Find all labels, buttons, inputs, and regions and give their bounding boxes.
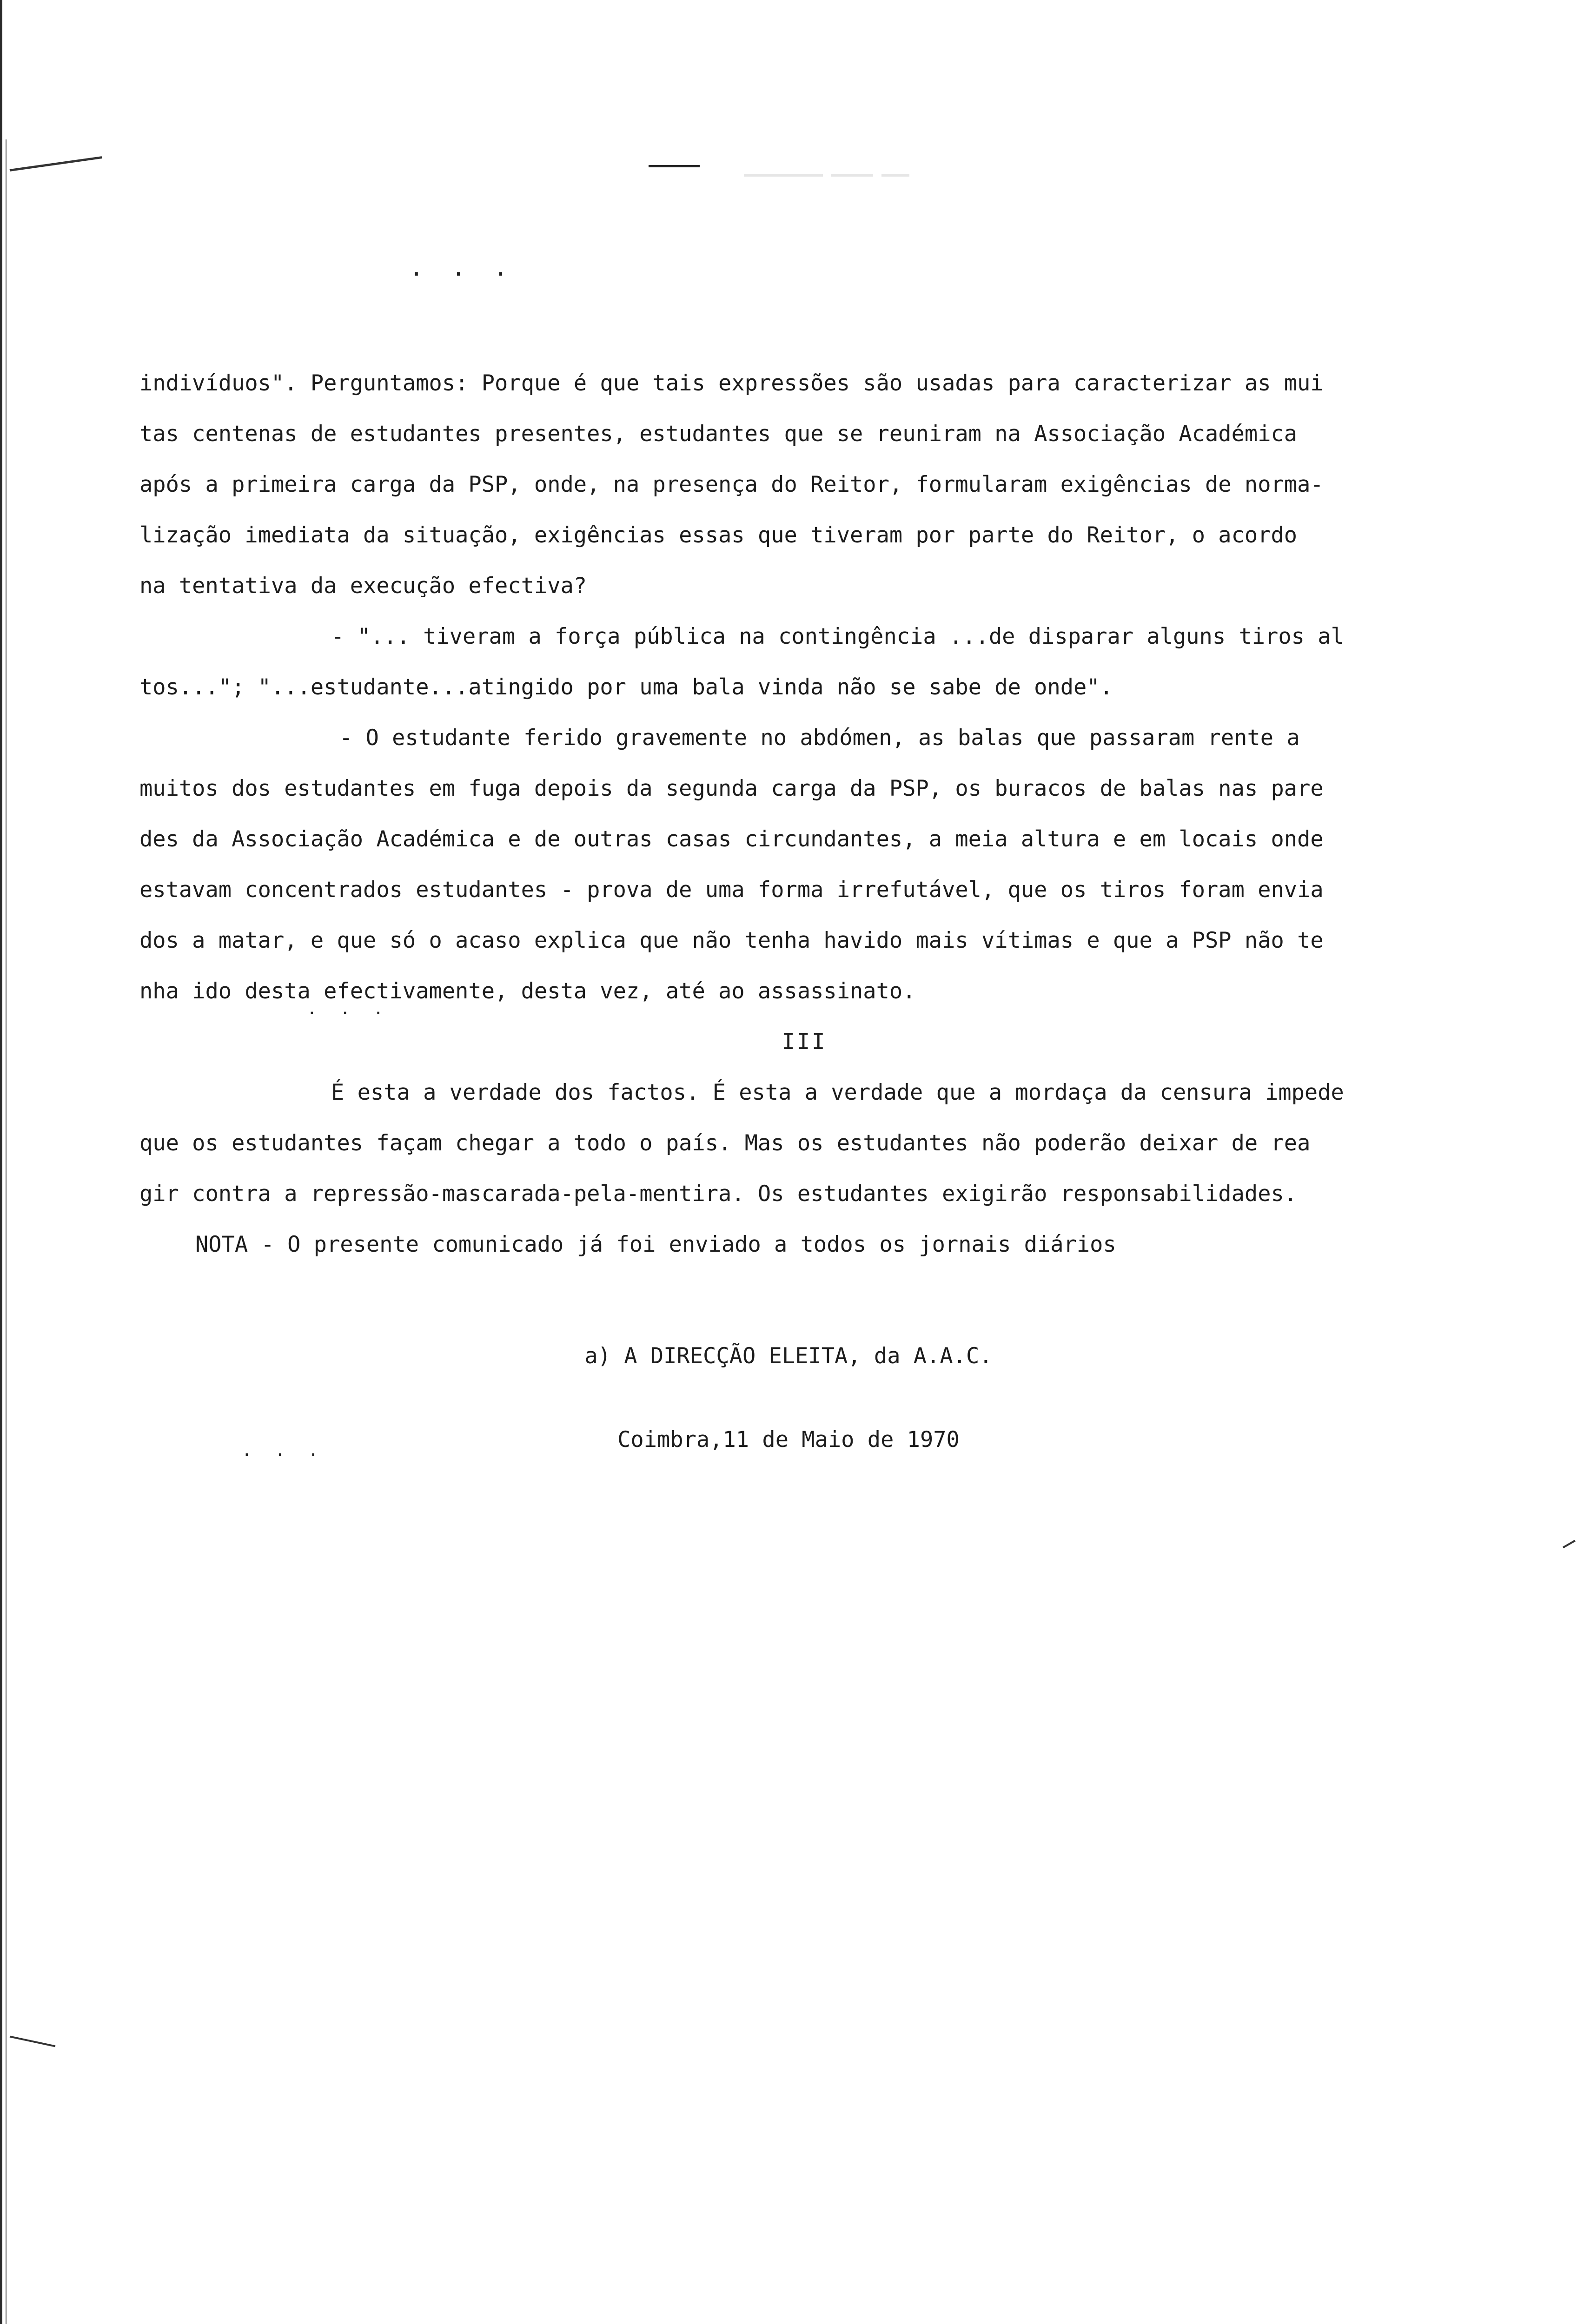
text-line: na tentativa da execução efectiva? — [139, 573, 587, 599]
place-date: Coimbra,11 de Maio de 1970 — [617, 1427, 960, 1452]
document-body — [139, 358, 1469, 1270]
page-left-shadow — [6, 139, 7, 2324]
text-line: tas centenas de estudantes presentes, estudantes que se reuniram na Associação Académica — [139, 421, 1298, 447]
text-line: - "... tiveram a força pública na contingência ...de disparar alguns tiros al — [331, 624, 1344, 649]
text-line: indivíduos". Perguntamos: Porque é que tais expressões são usadas para caracterizar as mui — [139, 370, 1324, 396]
paper-crease-mark — [10, 2036, 56, 2047]
ellipsis-mark: · · · — [409, 260, 515, 288]
text-line: tos..."; "...estudante...atingido por uma bala vinda não se sabe de onde". — [139, 674, 1113, 700]
text-line: - O estudante ferido gravemente no abdómen, as balas que passaram rente a — [339, 725, 1300, 751]
faint-header-bleed — [744, 170, 1023, 198]
ellipsis-mark-small: · · · — [242, 1446, 325, 1465]
paper-crease-mark — [10, 156, 102, 172]
signature: a) A DIRECÇÃO ELEITA, da A.A.C. — [584, 1343, 993, 1369]
nota-line: NOTA - O presente comunicado já foi enviado a todos os jornais diários — [195, 1232, 1116, 1257]
text-line: É esta a verdade dos factos. É esta a verdade que a mordaça da censura impede — [331, 1080, 1344, 1105]
text-line: muitos dos estudantes em fuga depois da segunda carga da PSP, os buracos de balas nas pare — [139, 776, 1324, 801]
ellipsis-mark-small: · · · — [307, 1004, 390, 1023]
text-line: nha ido desta efectivamente, desta vez, até ao assassinato. — [139, 978, 916, 1004]
top-dash-mark — [649, 165, 700, 167]
text-line: estavam concentrados estudantes - prova de uma forma irrefutável, que os tiros foram envia — [139, 877, 1324, 903]
section-heading: III — [782, 1029, 827, 1055]
text-line: dos a matar, e que só o acaso explica que não tenha havido mais vítimas e que a PSP não te — [139, 928, 1324, 953]
text-line: lização imediata da situação, exigências essas que tiveram por parte do Reitor, o acordo — [139, 522, 1298, 548]
page-left-edge — [0, 0, 2, 2324]
text-line: após a primeira carga da PSP, onde, na presença do Reitor, formularam exigências de norma- — [139, 472, 1324, 497]
text-line: des da Associação Académica e de outras casas circundantes, a meia altura e em locais onde — [139, 826, 1324, 852]
paper-crease-mark — [1563, 1540, 1576, 1548]
text-line: que os estudantes façam chegar a todo o país. Mas os estudantes não poderão deixar de rea — [139, 1130, 1311, 1156]
text-line: gir contra a repressão-mascarada-pela-mentira. Os estudantes exigirão responsabilidades. — [139, 1181, 1298, 1207]
